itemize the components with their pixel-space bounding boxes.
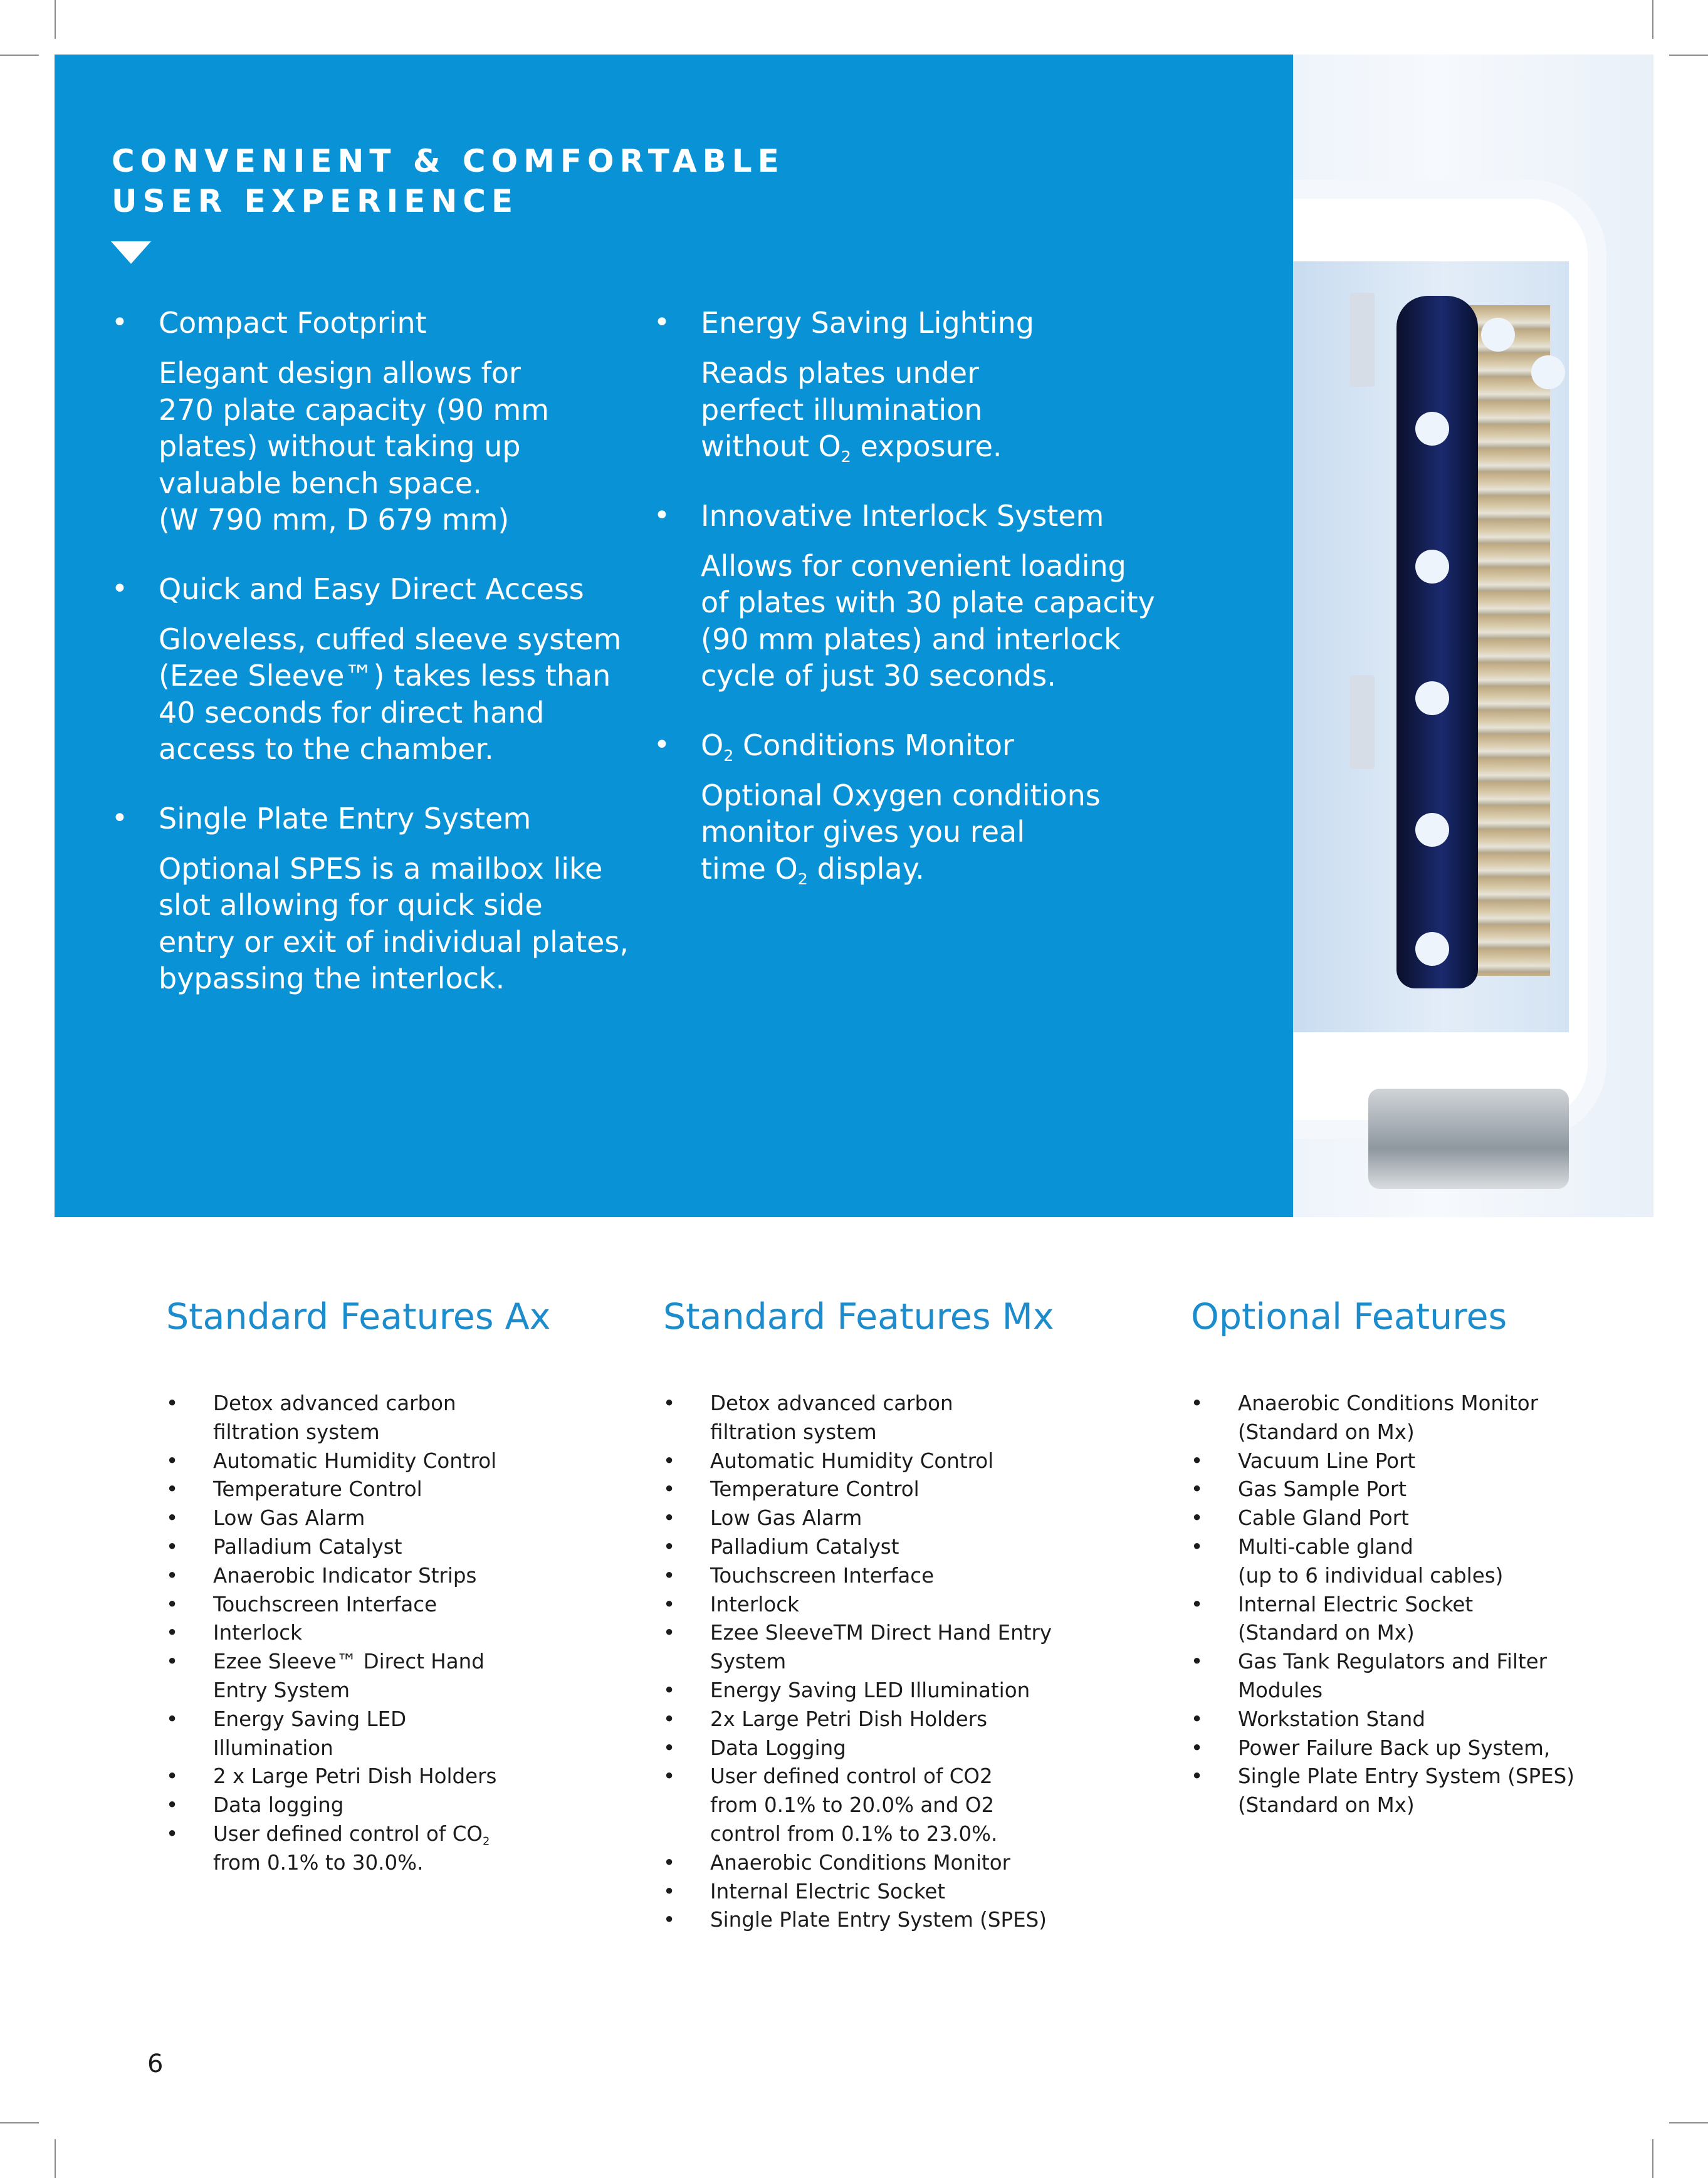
list-item: • Palladium Catalyst (166, 1533, 617, 1562)
carousel-hole (1415, 813, 1449, 847)
plate-carousel (1396, 296, 1478, 988)
subscript: 2 (723, 746, 734, 765)
crop-mark (55, 0, 56, 39)
crop-mark (1652, 2139, 1653, 2178)
list-item: • Ezee SleeveTM Direct Hand Entry System (663, 1619, 1140, 1677)
standard-features-mx (663, 1288, 1140, 1935)
bullet-icon: • (112, 306, 128, 338)
list-item: • Workstation Stand (1191, 1705, 1630, 1734)
feature-description (701, 777, 1237, 887)
list-item: • Single Plate Entry System (SPES) (663, 1906, 1140, 1935)
bullet-icon: • (654, 306, 670, 338)
description-line: 270 plate capacity (90 mm (159, 392, 550, 427)
list-item: • Low Gas Alarm (166, 1504, 617, 1533)
description-line: without O (701, 429, 841, 463)
bullet-icon: • (112, 572, 128, 605)
door-hinge (1368, 1089, 1569, 1189)
description-line: time O (701, 851, 798, 886)
list-item: • Data logging (166, 1791, 617, 1820)
crop-mark (1669, 55, 1708, 56)
list-item: • Energy Saving LED Illumination (663, 1677, 1140, 1705)
list-item: • Ezee Sleeve™ Direct Hand Entry System (166, 1648, 617, 1705)
description-line: plates) without taking up (159, 429, 521, 463)
description-line: of plates with 30 plate capacity (701, 585, 1155, 619)
feature-o2-monitor (654, 727, 1237, 887)
product-photo (1293, 55, 1653, 1217)
list-item: • 2 x Large Petri Dish Holders (166, 1762, 617, 1791)
description-line: Optional Oxygen conditions (701, 778, 1101, 812)
list-item: • Multi-cable gland (up to 6 individual cables) (1191, 1533, 1630, 1591)
list-item: • Gas Tank Regulators and Filter Modules (1191, 1648, 1630, 1705)
description-line: display. (807, 851, 925, 886)
list-item: • Cable Gland Port (1191, 1504, 1630, 1533)
list-item: • Gas Sample Port (1191, 1475, 1630, 1504)
description-line: Allows for convenient loading (701, 548, 1126, 583)
crop-mark (0, 2122, 39, 2123)
carousel-hole (1481, 318, 1515, 352)
page-number: 6 (147, 2050, 164, 2078)
hero-title-line: USER EXPERIENCE (112, 183, 519, 219)
list-item: • Anaerobic Conditions Monitor (663, 1849, 1140, 1878)
carousel-hole (1531, 355, 1565, 389)
list-item: • Automatic Humidity Control (166, 1447, 617, 1476)
subscript: 2 (482, 1835, 490, 1848)
list-item: • Anaerobic Indicator Strips (166, 1562, 617, 1591)
hero-column-right (654, 305, 1237, 919)
down-triangle-icon (111, 241, 151, 264)
subscript: 2 (841, 447, 851, 466)
list-item: • Internal Electric Socket (663, 1878, 1140, 1907)
feature-single-plate-entry (112, 800, 676, 997)
feature-title: Quick and Easy Direct Access (159, 572, 584, 606)
list-item: • Power Failure Back up System, (1191, 1734, 1630, 1763)
feature-direct-access (112, 571, 676, 768)
list-item: • Palladium Catalyst (663, 1533, 1140, 1562)
section-heading: Standard Features Ax (166, 1296, 551, 1338)
crop-mark (1669, 2122, 1708, 2123)
list-item: • Detox advanced carbon filtration system (166, 1390, 617, 1447)
feature-list (166, 1390, 617, 1878)
feature-title: Single Plate Entry System (159, 801, 532, 835)
description-line: valuable bench space. (159, 466, 482, 500)
feature-description (701, 355, 1237, 465)
description-line: bypassing the interlock. (159, 961, 505, 995)
item-text: User defined control of CO (213, 1821, 483, 1846)
feature-description (701, 548, 1237, 694)
carousel-hole (1415, 681, 1449, 715)
standard-features-ax (166, 1288, 617, 1878)
feature-title: Energy Saving Lighting (701, 306, 1034, 340)
section-heading: Optional Features (1191, 1296, 1507, 1338)
description-line: (W 790 mm, D 679 mm) (159, 503, 510, 537)
description-line: exposure. (851, 429, 1002, 463)
description-line: Elegant design allows for (159, 356, 521, 390)
crop-mark (0, 55, 39, 56)
feature-compact-footprint (112, 305, 676, 538)
bullet-icon: • (654, 499, 670, 531)
feature-interlock-system (654, 498, 1237, 694)
description-line: Optional SPES is a mailbox like (159, 851, 603, 886)
description-line: (90 mm plates) and interlock (701, 622, 1121, 656)
title-part: O (701, 728, 724, 762)
crop-mark (1652, 0, 1653, 39)
list-item: • Temperature Control (663, 1475, 1140, 1504)
feature-description (159, 621, 676, 768)
description-line: monitor gives you real (701, 815, 1025, 849)
description-line: entry or exit of individual plates, (159, 924, 629, 959)
title-part: Conditions Monitor (733, 728, 1014, 762)
carousel-hole (1415, 550, 1449, 584)
feature-description (159, 355, 676, 538)
list-item (166, 1820, 617, 1878)
list-item: • Interlock (663, 1591, 1140, 1620)
feature-energy-saving-lighting (654, 305, 1237, 465)
list-item: • Detox advanced carbon filtration system (663, 1390, 1140, 1447)
list-item: • Temperature Control (166, 1475, 617, 1504)
rack-clip (1349, 675, 1375, 769)
subscript: 2 (797, 869, 808, 888)
description-line: 40 seconds for direct hand (159, 695, 545, 730)
crop-mark (55, 2139, 56, 2178)
list-item: • Touchscreen Interface (166, 1591, 617, 1620)
description-line: access to the chamber. (159, 732, 494, 766)
description-line: (Ezee Sleeve™) takes less than (159, 659, 611, 693)
list-item: • Data Logging (663, 1734, 1140, 1763)
list-item: • Low Gas Alarm (663, 1504, 1140, 1533)
description-line: Reads plates under (701, 356, 979, 390)
list-item: • Vacuum Line Port (1191, 1447, 1630, 1476)
hero-title (112, 141, 785, 221)
list-item: • Automatic Humidity Control (663, 1447, 1140, 1476)
feature-list (1191, 1390, 1630, 1820)
description-line: perfect illumination (701, 392, 983, 427)
feature-title: Compact Footprint (159, 306, 427, 340)
description-line: Gloveless, cuffed sleeve system (159, 622, 622, 656)
list-item: • Single Plate Entry System (SPES) (Standard on Mx) (1191, 1762, 1630, 1820)
description-line: slot allowing for quick side (159, 888, 543, 922)
feature-list (663, 1390, 1140, 1935)
carousel-hole (1415, 412, 1449, 446)
feature-title (701, 727, 1237, 763)
description-line: cycle of just 30 seconds. (701, 659, 1056, 693)
list-item: • Interlock (166, 1619, 617, 1648)
bullet-icon: • (654, 728, 670, 761)
list-item: • 2x Large Petri Dish Holders (663, 1705, 1140, 1734)
list-item: • Touchscreen Interface (663, 1562, 1140, 1591)
bullet-icon: • (112, 802, 128, 834)
carousel-hole (1415, 932, 1449, 966)
item-text: from 0.1% to 30.0%. (213, 1850, 424, 1875)
section-heading: Standard Features Mx (663, 1296, 1054, 1338)
feature-title: Innovative Interlock System (701, 498, 1104, 533)
rack-clip (1349, 293, 1375, 387)
list-item: • Energy Saving LED Illumination (166, 1705, 617, 1763)
list-item: • Internal Electric Socket (Standard on Mx) (1191, 1591, 1630, 1648)
hero-title-line: CONVENIENT & COMFORTABLE (112, 143, 785, 179)
feature-description (159, 851, 676, 997)
list-item: • User defined control of CO2 from 0.1% to 20.0% and O2 control from 0.1% to 23.0%. (663, 1762, 1140, 1848)
list-item: • Anaerobic Conditions Monitor (Standard on Mx) (1191, 1390, 1630, 1447)
hero-column-left (112, 305, 676, 1030)
optional-features (1191, 1288, 1630, 1820)
